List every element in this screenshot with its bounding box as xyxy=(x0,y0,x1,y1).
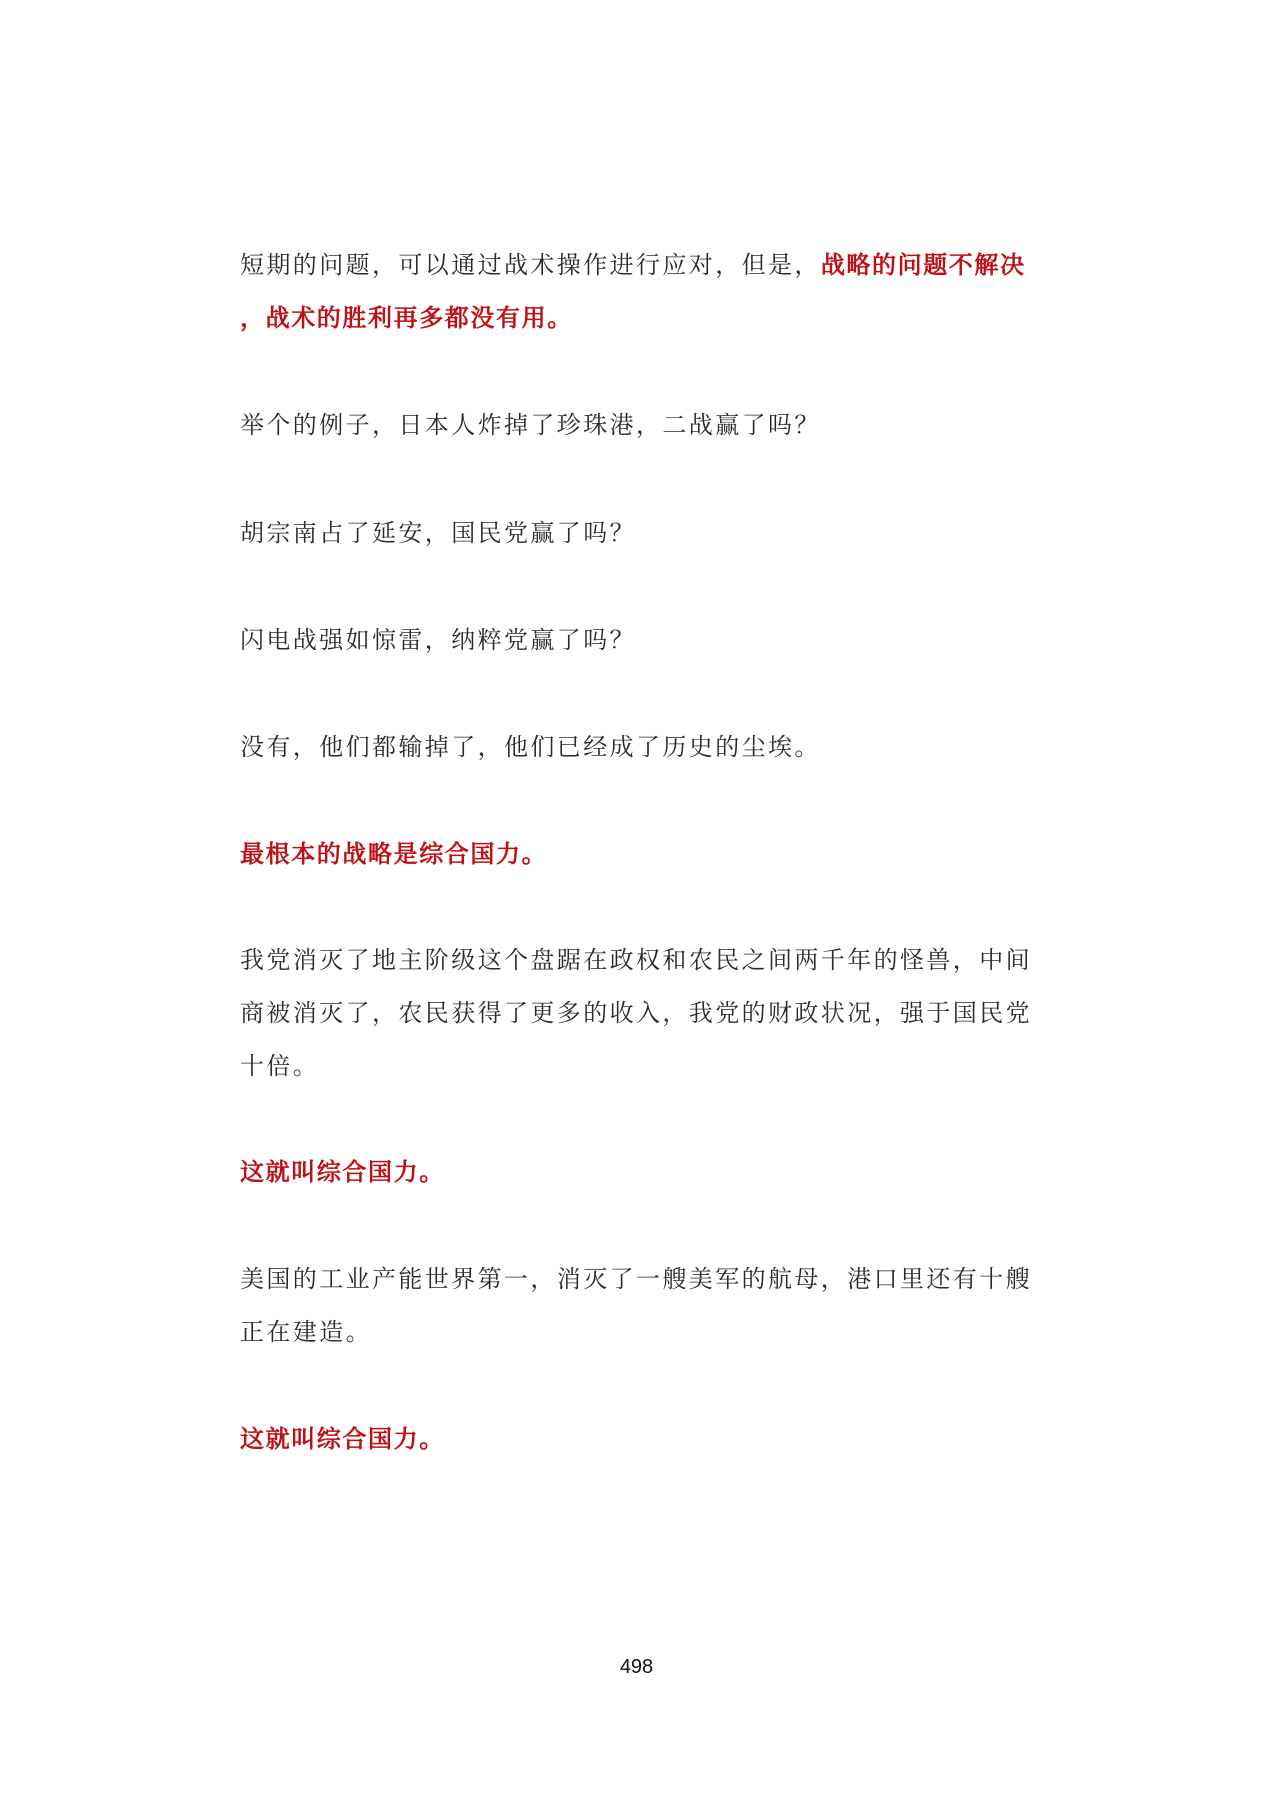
text-line xyxy=(240,410,821,440)
text-segment: 闪电战强如惊雷，纳粹党赢了吗？ xyxy=(240,626,636,654)
text-line xyxy=(240,625,636,655)
text-line xyxy=(240,1051,319,1081)
text-line xyxy=(240,1424,445,1454)
text-segment: 胡宗南占了延安，国民党赢了吗？ xyxy=(240,519,636,547)
emphasis-segment: ，战术的胜利再多都没有用。 xyxy=(240,304,573,332)
text-segment: 没有，他们都输掉了，他们已经成了历史的尘埃。 xyxy=(240,733,821,761)
emphasis-segment: 战略的问题不解决 xyxy=(820,251,1026,279)
page-number: 498 xyxy=(619,1656,654,1678)
text-line xyxy=(240,303,573,333)
text-line xyxy=(240,518,636,548)
text-line xyxy=(240,1157,445,1187)
emphasis-segment: 这就叫综合国力。 xyxy=(240,1158,445,1186)
emphasis-segment: 这就叫综合国力。 xyxy=(240,1425,445,1453)
text-line xyxy=(240,1317,372,1347)
text-segment: 商被消灭了，农民获得了更多的收入，我党的财政状况，强于国民党 xyxy=(240,999,1032,1027)
text-line xyxy=(240,945,1032,975)
text-segment: 正在建造。 xyxy=(240,1318,372,1346)
text-line xyxy=(240,732,821,762)
text-segment: 我党消灭了地主阶级这个盘踞在政权和农民之间两千年的怪兽，中间 xyxy=(240,946,1032,974)
text-segment: 短期的问题，可以通过战术操作进行应对，但是， xyxy=(240,251,821,279)
emphasis-segment: 最根本的战略是综合国力。 xyxy=(240,840,548,868)
text-segment: 美国的工业产能世界第一，消灭了一艘美军的航母，港口里还有十艘 xyxy=(240,1265,1032,1293)
text-line xyxy=(240,1264,1032,1294)
text-segment: 十倍。 xyxy=(240,1052,320,1080)
text-segment: 举个的例子，日本人炸掉了珍珠港，二战赢了吗？ xyxy=(240,411,821,439)
text-line xyxy=(240,250,1026,280)
text-line xyxy=(240,998,1032,1028)
text-line xyxy=(240,839,547,869)
